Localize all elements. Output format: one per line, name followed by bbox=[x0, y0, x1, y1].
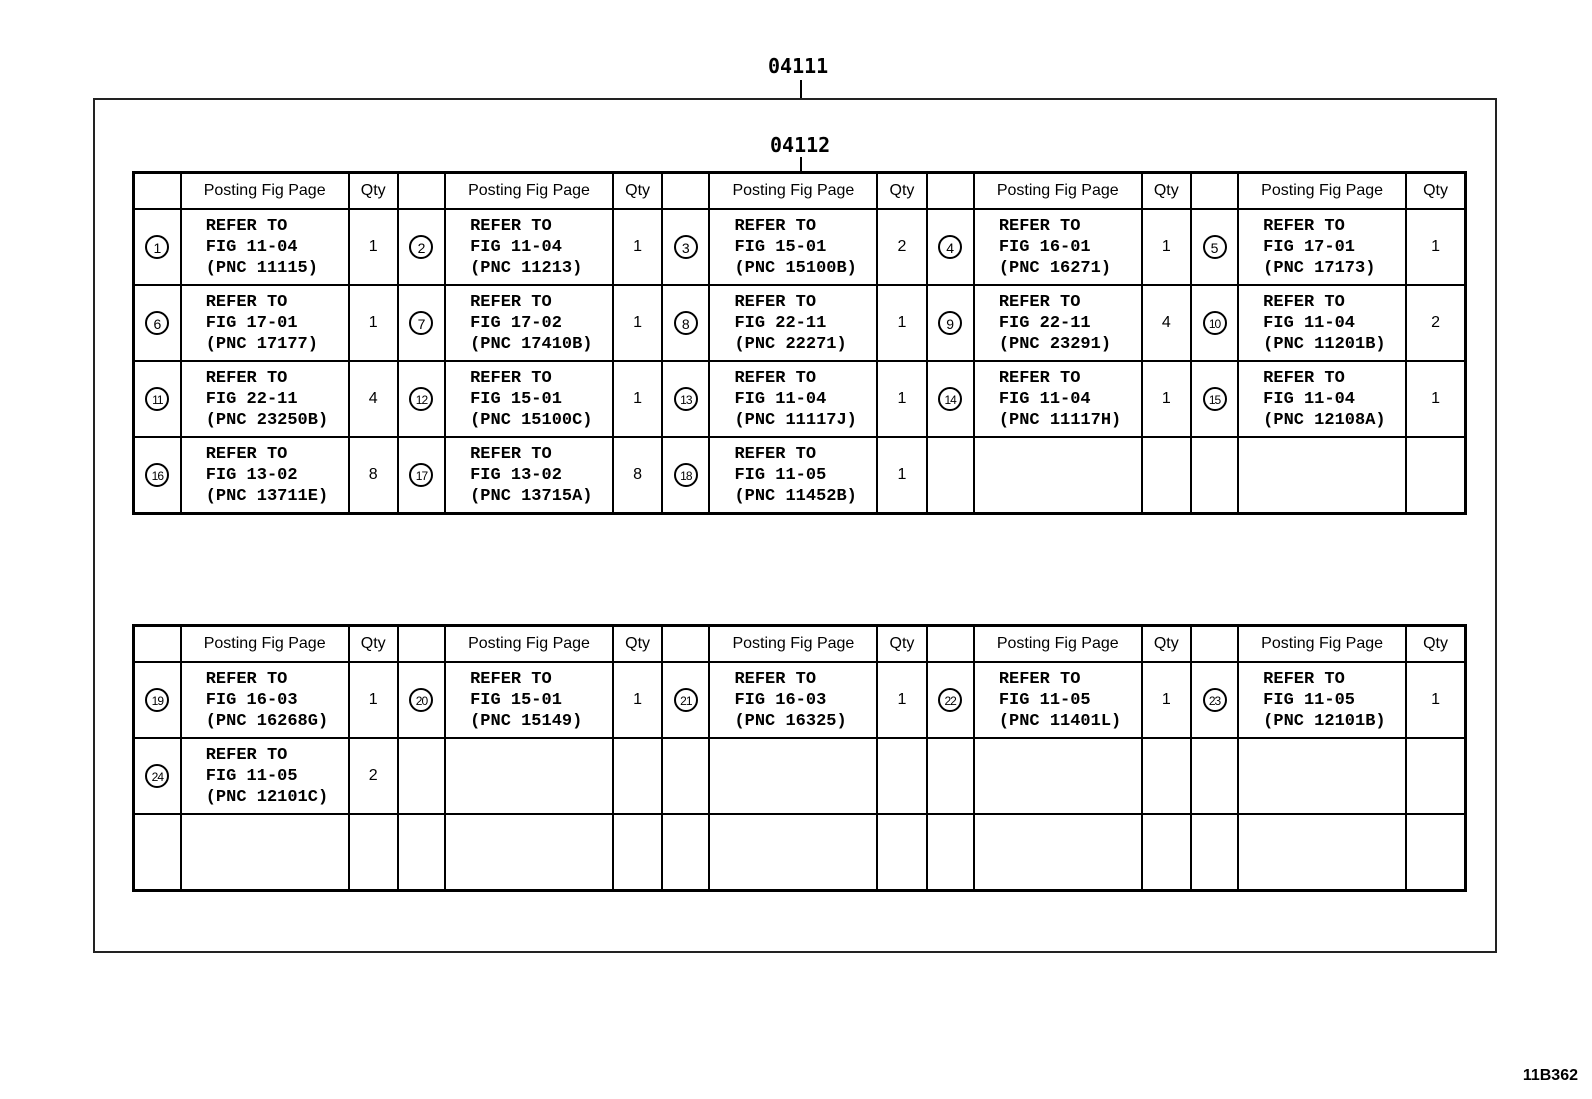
header-qty: Qty bbox=[877, 626, 926, 663]
posting-ref-cell bbox=[181, 814, 349, 891]
refer-to-text: REFER TO bbox=[1263, 216, 1345, 236]
callout-number: 19 bbox=[145, 688, 169, 712]
posting-ref-cell bbox=[445, 361, 613, 437]
fig-reference: FIG 17-02 bbox=[470, 313, 562, 333]
item-number-cell bbox=[1191, 361, 1238, 437]
callout-number: 8 bbox=[674, 311, 698, 335]
refer-to-text: REFER TO bbox=[1263, 368, 1345, 388]
qty-cell bbox=[877, 814, 926, 891]
callout-number: 12 bbox=[409, 387, 433, 411]
posting-ref-cell bbox=[445, 662, 613, 738]
header-number-cell bbox=[398, 626, 445, 663]
table-row bbox=[134, 814, 1466, 891]
item-number-cell bbox=[662, 285, 709, 361]
qty-cell bbox=[877, 285, 926, 361]
parts-table-1 bbox=[132, 171, 1467, 515]
callout-number: 6 bbox=[145, 311, 169, 335]
header-posting-fig-page: Posting Fig Page bbox=[445, 173, 613, 210]
item-number-cell bbox=[1191, 662, 1238, 738]
posting-ref-cell bbox=[181, 285, 349, 361]
item-number-cell bbox=[662, 437, 709, 514]
item-number-cell bbox=[662, 209, 709, 285]
qty-cell bbox=[1406, 209, 1465, 285]
item-number-cell bbox=[134, 285, 181, 361]
qty-value: 1 bbox=[1431, 691, 1440, 708]
posting-ref-cell bbox=[1238, 285, 1406, 361]
qty-cell bbox=[1142, 662, 1191, 738]
qty-value: 1 bbox=[633, 314, 643, 331]
refer-to-text: REFER TO bbox=[998, 669, 1081, 689]
fig-reference: FIG 16-03 bbox=[205, 690, 298, 710]
qty-value: 2 bbox=[368, 767, 378, 784]
fig-reference: FIG 11-05 bbox=[1263, 690, 1355, 710]
qty-cell bbox=[1142, 209, 1191, 285]
item-number-cell bbox=[398, 738, 445, 814]
callout-number: 5 bbox=[1203, 235, 1227, 259]
posting-ref-cell bbox=[1238, 738, 1406, 814]
posting-ref-cell bbox=[445, 209, 613, 285]
posting-ref-cell bbox=[1238, 361, 1406, 437]
callout-number: 7 bbox=[409, 311, 433, 335]
item-number-cell bbox=[1191, 285, 1238, 361]
qty-cell bbox=[349, 814, 398, 891]
item-number-cell bbox=[1191, 209, 1238, 285]
qty-cell bbox=[349, 361, 398, 437]
pnc-reference: (PNC 11401L) bbox=[998, 711, 1122, 731]
posting-ref-cell bbox=[974, 662, 1142, 738]
item-number-cell bbox=[134, 209, 181, 285]
qty-value: 4 bbox=[1161, 314, 1171, 331]
pnc-reference: (PNC 17173) bbox=[1263, 258, 1376, 278]
posting-ref-cell bbox=[709, 361, 877, 437]
qty-value: 8 bbox=[633, 466, 643, 483]
refer-to-text: REFER TO bbox=[1263, 669, 1345, 689]
fig-reference: FIG 15-01 bbox=[470, 389, 562, 409]
pnc-reference: (PNC 15100B) bbox=[734, 258, 857, 278]
refer-to-text: REFER TO bbox=[205, 745, 288, 765]
header-qty: Qty bbox=[1142, 173, 1191, 210]
header-qty: Qty bbox=[349, 173, 398, 210]
table-row bbox=[134, 662, 1466, 738]
qty-value: 1 bbox=[1431, 238, 1440, 255]
qty-cell bbox=[1406, 361, 1465, 437]
pnc-reference: (PNC 15100C) bbox=[470, 410, 593, 430]
inner-assembly-code: 04112 bbox=[770, 133, 831, 157]
fig-reference: FIG 13-02 bbox=[470, 465, 562, 485]
refer-to-text: REFER TO bbox=[205, 216, 288, 236]
outer-leader-line bbox=[800, 80, 802, 98]
item-number-cell bbox=[134, 738, 181, 814]
qty-cell bbox=[349, 285, 398, 361]
item-number-cell bbox=[1191, 437, 1238, 514]
fig-reference: FIG 11-04 bbox=[470, 237, 562, 257]
posting-ref-cell bbox=[709, 814, 877, 891]
refer-to-text: REFER TO bbox=[734, 368, 817, 388]
item-number-cell bbox=[927, 285, 974, 361]
header-posting-fig-page: Posting Fig Page bbox=[181, 626, 349, 663]
refer-to-text: REFER TO bbox=[470, 368, 552, 388]
qty-value: 1 bbox=[633, 390, 643, 407]
item-number-cell bbox=[927, 209, 974, 285]
qty-value: 1 bbox=[897, 314, 907, 331]
header-posting-fig-page: Posting Fig Page bbox=[709, 626, 877, 663]
callout-number: 15 bbox=[1203, 387, 1227, 411]
header-posting-fig-page: Posting Fig Page bbox=[181, 173, 349, 210]
posting-ref-cell bbox=[445, 437, 613, 514]
item-number-cell bbox=[398, 285, 445, 361]
table-header-row bbox=[134, 626, 1466, 663]
qty-value: 1 bbox=[368, 238, 378, 255]
pnc-reference: (PNC 23250B) bbox=[205, 410, 329, 430]
qty-cell bbox=[613, 662, 662, 738]
item-number-cell bbox=[134, 814, 181, 891]
fig-reference: FIG 11-05 bbox=[998, 690, 1091, 710]
qty-cell bbox=[877, 662, 926, 738]
header-qty: Qty bbox=[613, 626, 662, 663]
header-number-cell bbox=[134, 626, 181, 663]
item-number-cell bbox=[1191, 738, 1238, 814]
qty-value: 1 bbox=[633, 691, 643, 708]
posting-ref-cell bbox=[445, 285, 613, 361]
qty-cell bbox=[1142, 437, 1191, 514]
header-number-cell bbox=[927, 626, 974, 663]
pnc-reference: (PNC 13715A) bbox=[470, 486, 593, 506]
pnc-reference: (PNC 17410B) bbox=[470, 334, 593, 354]
refer-to-text: REFER TO bbox=[998, 368, 1081, 388]
qty-cell bbox=[613, 437, 662, 514]
header-number-cell bbox=[662, 626, 709, 663]
fig-reference: FIG 15-01 bbox=[470, 690, 562, 710]
table-header-row bbox=[134, 173, 1466, 210]
item-number-cell bbox=[927, 662, 974, 738]
item-number-cell bbox=[134, 361, 181, 437]
item-number-cell bbox=[398, 361, 445, 437]
header-qty: Qty bbox=[349, 626, 398, 663]
posting-ref-cell bbox=[974, 814, 1142, 891]
item-number-cell bbox=[398, 209, 445, 285]
qty-cell bbox=[349, 662, 398, 738]
fig-reference: FIG 15-01 bbox=[734, 237, 827, 257]
refer-to-text: REFER TO bbox=[205, 444, 288, 464]
qty-value: 1 bbox=[1431, 390, 1440, 407]
fig-reference: FIG 22-11 bbox=[998, 313, 1091, 333]
qty-cell bbox=[613, 361, 662, 437]
pnc-reference: (PNC 17177) bbox=[205, 334, 318, 354]
item-number-cell bbox=[134, 437, 181, 514]
fig-reference: FIG 13-02 bbox=[205, 465, 298, 485]
header-number-cell bbox=[927, 173, 974, 210]
refer-to-text: REFER TO bbox=[470, 292, 552, 312]
qty-cell bbox=[1406, 662, 1465, 738]
refer-to-text: REFER TO bbox=[1263, 292, 1345, 312]
fig-reference: FIG 11-04 bbox=[1263, 313, 1355, 333]
posting-ref-cell bbox=[181, 738, 349, 814]
outer-assembly-code: 04111 bbox=[768, 54, 829, 78]
pnc-reference: (PNC 13711E) bbox=[205, 486, 329, 506]
callout-number: 1 bbox=[145, 235, 169, 259]
callout-number: 22 bbox=[938, 688, 962, 712]
header-qty: Qty bbox=[1406, 626, 1465, 663]
item-number-cell bbox=[927, 814, 974, 891]
header-posting-fig-page: Posting Fig Page bbox=[974, 173, 1142, 210]
callout-number: 21 bbox=[674, 688, 698, 712]
posting-ref-cell bbox=[1238, 437, 1406, 514]
posting-ref-cell bbox=[1238, 814, 1406, 891]
header-posting-fig-page: Posting Fig Page bbox=[445, 626, 613, 663]
item-number-cell bbox=[927, 437, 974, 514]
qty-value: 8 bbox=[368, 466, 378, 483]
refer-to-text: REFER TO bbox=[205, 669, 288, 689]
callout-number: 20 bbox=[409, 688, 433, 712]
qty-value: 1 bbox=[368, 314, 378, 331]
callout-number: 13 bbox=[674, 387, 698, 411]
posting-ref-cell bbox=[709, 437, 877, 514]
qty-cell bbox=[1142, 285, 1191, 361]
qty-value: 1 bbox=[897, 390, 907, 407]
qty-cell bbox=[1406, 814, 1465, 891]
item-number-cell bbox=[134, 662, 181, 738]
item-number-cell bbox=[398, 814, 445, 891]
callout-number: 16 bbox=[145, 463, 169, 487]
refer-to-text: REFER TO bbox=[998, 216, 1081, 236]
posting-ref-cell bbox=[974, 361, 1142, 437]
qty-cell bbox=[613, 209, 662, 285]
callout-number: 24 bbox=[145, 764, 169, 788]
pnc-reference: (PNC 11201B) bbox=[1263, 334, 1386, 354]
item-number-cell bbox=[662, 361, 709, 437]
pnc-reference: (PNC 11117H) bbox=[998, 410, 1122, 430]
posting-ref-cell bbox=[974, 437, 1142, 514]
header-number-cell bbox=[1191, 173, 1238, 210]
qty-cell bbox=[877, 437, 926, 514]
qty-cell bbox=[613, 814, 662, 891]
header-posting-fig-page: Posting Fig Page bbox=[709, 173, 877, 210]
qty-cell bbox=[877, 738, 926, 814]
qty-cell bbox=[1142, 738, 1191, 814]
pnc-reference: (PNC 12101B) bbox=[1263, 711, 1386, 731]
qty-value: 1 bbox=[368, 691, 378, 708]
fig-reference: FIG 11-04 bbox=[205, 237, 298, 257]
refer-to-text: REFER TO bbox=[734, 292, 817, 312]
item-number-cell bbox=[398, 437, 445, 514]
table-row bbox=[134, 361, 1466, 437]
qty-cell bbox=[1142, 814, 1191, 891]
qty-value: 1 bbox=[1161, 390, 1171, 407]
callout-number: 14 bbox=[938, 387, 962, 411]
item-number-cell bbox=[662, 662, 709, 738]
inner-leader-line bbox=[800, 157, 802, 171]
refer-to-text: REFER TO bbox=[998, 292, 1081, 312]
header-qty: Qty bbox=[613, 173, 662, 210]
refer-to-text: REFER TO bbox=[734, 216, 817, 236]
pnc-reference: (PNC 11452B) bbox=[734, 486, 857, 506]
header-number-cell bbox=[134, 173, 181, 210]
qty-value: 1 bbox=[897, 466, 907, 483]
posting-ref-cell bbox=[709, 738, 877, 814]
fig-reference: FIG 22-11 bbox=[205, 389, 298, 409]
item-number-cell bbox=[927, 361, 974, 437]
item-number-cell bbox=[662, 814, 709, 891]
table-row bbox=[134, 209, 1466, 285]
item-number-cell bbox=[662, 738, 709, 814]
refer-to-text: REFER TO bbox=[205, 292, 288, 312]
refer-to-text: REFER TO bbox=[470, 669, 552, 689]
posting-ref-cell bbox=[709, 285, 877, 361]
fig-reference: FIG 11-04 bbox=[998, 389, 1091, 409]
qty-cell bbox=[877, 361, 926, 437]
qty-cell bbox=[1142, 361, 1191, 437]
qty-cell bbox=[613, 285, 662, 361]
qty-cell bbox=[1406, 437, 1465, 514]
pnc-reference: (PNC 23291) bbox=[998, 334, 1112, 354]
callout-number: 3 bbox=[674, 235, 698, 259]
qty-value: 1 bbox=[1161, 238, 1171, 255]
qty-cell bbox=[349, 209, 398, 285]
refer-to-text: REFER TO bbox=[470, 444, 552, 464]
header-qty: Qty bbox=[877, 173, 926, 210]
refer-to-text: REFER TO bbox=[734, 444, 817, 464]
table-row bbox=[134, 437, 1466, 514]
refer-to-text: REFER TO bbox=[205, 368, 288, 388]
qty-value: 1 bbox=[897, 691, 907, 708]
callout-number: 18 bbox=[674, 463, 698, 487]
qty-cell bbox=[1406, 285, 1465, 361]
fig-reference: FIG 16-01 bbox=[998, 237, 1091, 257]
posting-ref-cell bbox=[445, 738, 613, 814]
qty-cell bbox=[613, 738, 662, 814]
header-number-cell bbox=[1191, 626, 1238, 663]
fig-reference: FIG 17-01 bbox=[205, 313, 298, 333]
item-number-cell bbox=[1191, 814, 1238, 891]
pnc-reference: (PNC 16268G) bbox=[205, 711, 329, 731]
pnc-reference: (PNC 12108A) bbox=[1263, 410, 1386, 430]
pnc-reference: (PNC 12101C) bbox=[205, 787, 329, 807]
posting-ref-cell bbox=[1238, 662, 1406, 738]
qty-cell bbox=[349, 437, 398, 514]
posting-ref-cell bbox=[181, 437, 349, 514]
pnc-reference: (PNC 15149) bbox=[470, 711, 583, 731]
posting-ref-cell bbox=[181, 209, 349, 285]
posting-ref-cell bbox=[974, 738, 1142, 814]
refer-to-text: REFER TO bbox=[734, 669, 817, 689]
header-posting-fig-page: Posting Fig Page bbox=[1238, 626, 1406, 663]
callout-number: 9 bbox=[938, 311, 962, 335]
item-number-cell bbox=[398, 662, 445, 738]
posting-ref-cell bbox=[709, 209, 877, 285]
refer-to-text: REFER TO bbox=[470, 216, 552, 236]
parts-table-2 bbox=[132, 624, 1467, 892]
callout-number: 2 bbox=[409, 235, 433, 259]
fig-reference: FIG 22-11 bbox=[734, 313, 827, 333]
posting-ref-cell bbox=[974, 209, 1142, 285]
header-posting-fig-page: Posting Fig Page bbox=[1238, 173, 1406, 210]
qty-value: 1 bbox=[633, 238, 643, 255]
callout-number: 10 bbox=[1203, 311, 1227, 335]
table-row bbox=[134, 285, 1466, 361]
qty-value: 4 bbox=[368, 390, 378, 407]
posting-ref-cell bbox=[974, 285, 1142, 361]
pnc-reference: (PNC 22271) bbox=[734, 334, 847, 354]
header-qty: Qty bbox=[1406, 173, 1465, 210]
posting-ref-cell bbox=[445, 814, 613, 891]
posting-ref-cell bbox=[1238, 209, 1406, 285]
header-posting-fig-page: Posting Fig Page bbox=[974, 626, 1142, 663]
fig-reference: FIG 17-01 bbox=[1263, 237, 1355, 257]
callout-number: 4 bbox=[938, 235, 962, 259]
header-number-cell bbox=[662, 173, 709, 210]
header-qty: Qty bbox=[1142, 626, 1191, 663]
qty-value: 1 bbox=[1161, 691, 1171, 708]
figure-id: 11B362 bbox=[1522, 1067, 1578, 1084]
fig-reference: FIG 11-05 bbox=[205, 766, 298, 786]
qty-value: 2 bbox=[1431, 314, 1440, 331]
pnc-reference: (PNC 11115) bbox=[205, 258, 318, 278]
qty-cell bbox=[349, 738, 398, 814]
table-row bbox=[134, 738, 1466, 814]
fig-reference: FIG 11-04 bbox=[734, 389, 827, 409]
posting-ref-cell bbox=[709, 662, 877, 738]
callout-number: 11 bbox=[145, 387, 169, 411]
pnc-reference: (PNC 11117J) bbox=[734, 410, 857, 430]
item-number-cell bbox=[927, 738, 974, 814]
fig-reference: FIG 11-05 bbox=[734, 465, 827, 485]
pnc-reference: (PNC 16271) bbox=[998, 258, 1112, 278]
posting-ref-cell bbox=[181, 662, 349, 738]
callout-number: 17 bbox=[409, 463, 433, 487]
pnc-reference: (PNC 11213) bbox=[470, 258, 583, 278]
qty-cell bbox=[877, 209, 926, 285]
callout-number: 23 bbox=[1203, 688, 1227, 712]
header-number-cell bbox=[398, 173, 445, 210]
qty-cell bbox=[1406, 738, 1465, 814]
fig-reference: FIG 11-04 bbox=[1263, 389, 1355, 409]
posting-ref-cell bbox=[181, 361, 349, 437]
fig-reference: FIG 16-03 bbox=[734, 690, 827, 710]
qty-value: 2 bbox=[897, 238, 907, 255]
pnc-reference: (PNC 16325) bbox=[734, 711, 847, 731]
